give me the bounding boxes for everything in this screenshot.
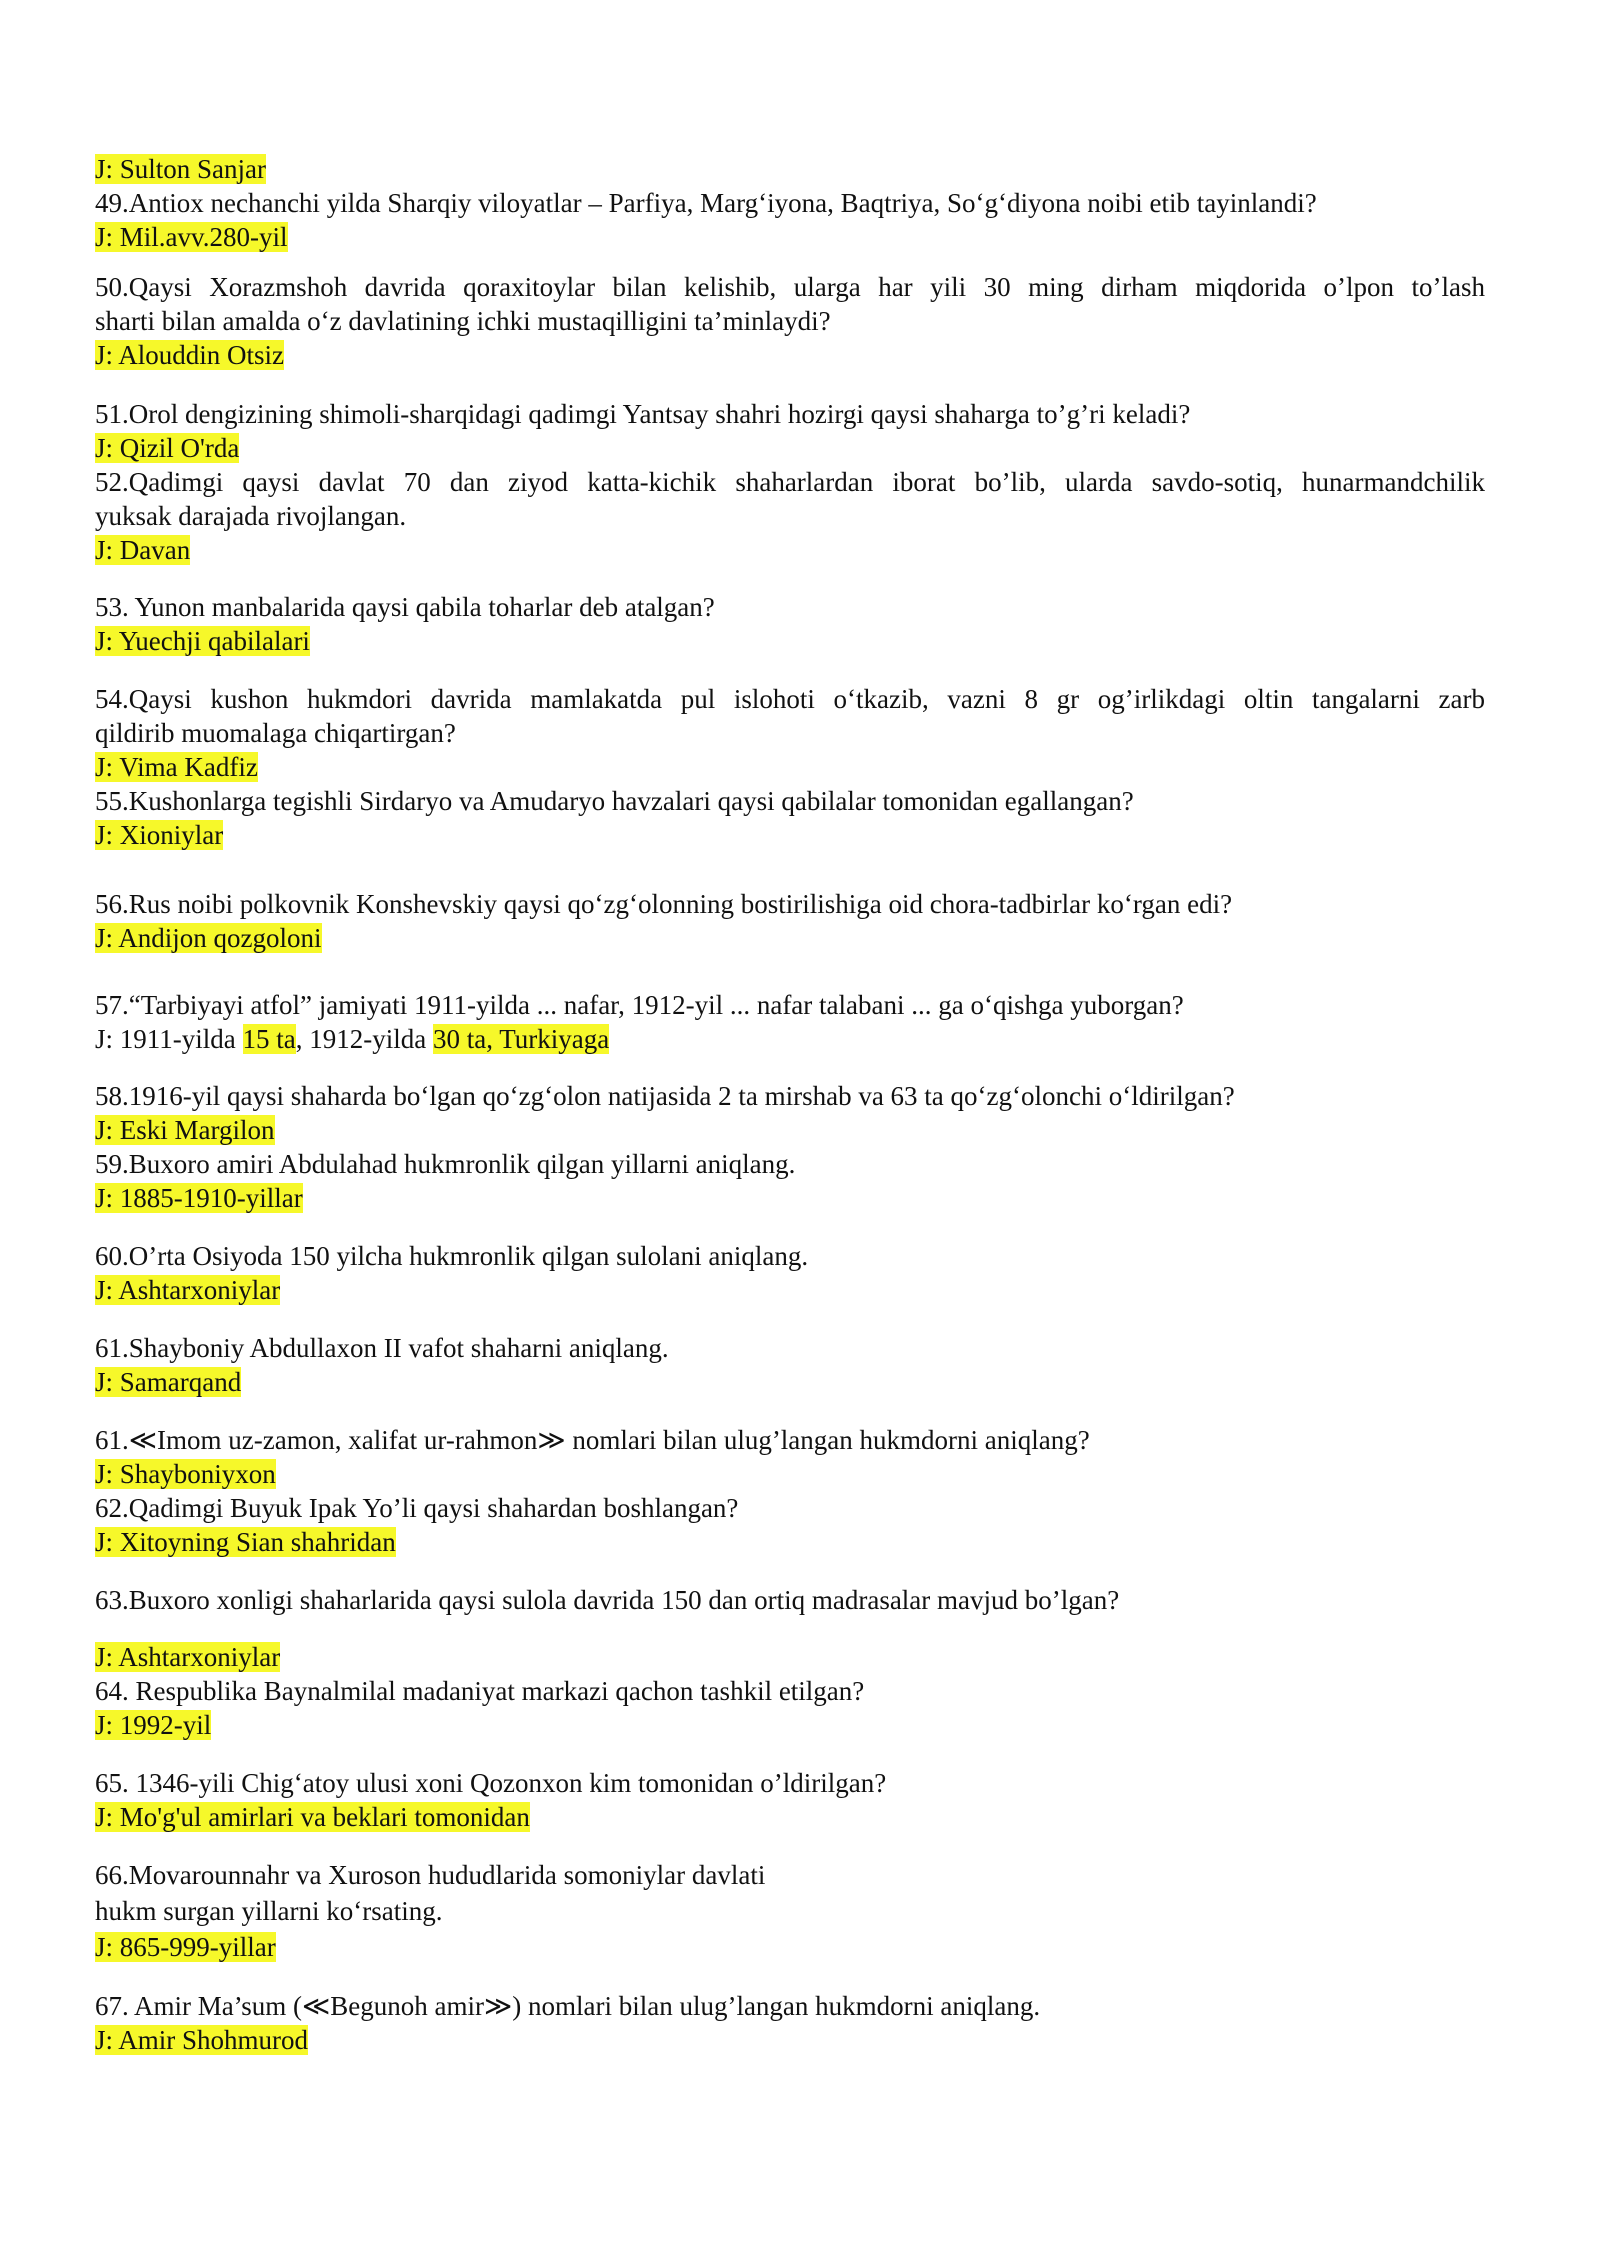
question-line: qildirib muomalaga chiqartirgan? — [95, 718, 456, 748]
answer-line — [95, 1640, 1485, 1674]
question-line: 62.Qadimgi Buyuk Ipak Yo’li qaysi shahardan boshlangan? — [95, 1493, 739, 1523]
question-line: 60.O’rta Osiyoda 150 yilcha hukmronlik qilgan sulolani aniqlang. — [95, 1241, 809, 1271]
question-line: sharti bilan amalda oʻz davlatining ichki mustaqilligini ta’minlaydi? — [95, 306, 831, 336]
question-line: 65. 1346-yili Chigʻatoy ulusi xoni Qozonxon kim tomonidan o’ldirilgan? — [95, 1768, 887, 1798]
answer-line — [95, 431, 1485, 465]
question-line: 66.Movarounnahr va Xuroson hududlarida somoniylar davlati — [95, 1860, 766, 1890]
answer-text: J: 1885-1910-yillar — [95, 1183, 303, 1213]
answer-line — [95, 1113, 1485, 1147]
question-line: yuksak darajada rivojlangan. — [95, 501, 407, 531]
answer-prefix: J: 1911-yilda — [95, 1024, 243, 1054]
answer-line — [95, 1022, 1485, 1056]
question-line: 64. Respublika Baynalmilal madaniyat markazi qachon tashkil etilgan? — [95, 1676, 865, 1706]
answer-line — [95, 152, 1485, 186]
answer-line — [95, 1181, 1485, 1215]
answer-text: J: Sulton Sanjar — [95, 154, 267, 184]
answer-text: J: Andijon qozgoloni — [95, 923, 322, 953]
question-line: 61.≪Imom uz-zamon, xalifat ur-rahmon≫ nomlari bilan ulug’langan hukmdorni aniqlang? — [95, 1425, 1090, 1455]
question-line: 59.Buxoro amiri Abdulahad hukmronlik qilgan yillarni aniqlang. — [95, 1149, 796, 1179]
answer-text: J: Mil.avv.280-yil — [95, 222, 288, 252]
question-line: 67. Amir Ma’sum (≪Begunoh amir≫) nomlari bilan ulug’langan hukmdorni aniqlang. — [95, 1991, 1041, 2021]
answer-line — [95, 1273, 1485, 1307]
question-line: 58.1916-yil qaysi shaharda boʻlgan qoʻzgʻolon natijasida 2 ta mirshab va 63 ta qoʻzgʻolonchi oʻldirilgan? — [95, 1081, 1235, 1111]
answer-line — [95, 1800, 1485, 1834]
answer-text: J: Ashtarxoniylar — [95, 1275, 281, 1305]
answer-line — [95, 2023, 1485, 2057]
question-line: 56.Rus noibi polkovnik Konshevskiy qaysi qoʻzgʻolonning bostirilishiga oid chora-tadbirlar koʻrgan edi? — [95, 889, 1233, 919]
question-line: 61.Shayboniy Abdullaxon II vafot shaharni aniqlang. — [95, 1333, 669, 1363]
answer-text: J: Vima Kadfiz — [95, 752, 258, 782]
answer-text: J: Alouddin Otsiz — [95, 340, 285, 370]
answer-text: J: Samarqand — [95, 1367, 242, 1397]
question-line: 51.Orol dengizining shimoli-sharqidagi qadimgi Yantsay shahri hozirgi qaysi shaharga to’g’ri keladi? — [95, 399, 1191, 429]
question-line: 49.Antiox nechanchi yilda Sharqiy viloyatlar – Parfiya, Margʻiyona, Baqtriya, Soʻgʻdiyona noibi etib tayinlandi? — [95, 188, 1317, 218]
question-line: 54.Qaysi kushon hukmdori davrida mamlakatda pul islohoti oʻtkazib, vazni 8 gr og’irlikdagi oltin tangalarni zarb — [95, 684, 1485, 714]
question-line: 50.Qaysi Xorazmshoh davrida qoraxitoylar bilan kelishib, ularga har yili 30 ming dirham miqdorida o’lpon to’lash — [95, 272, 1485, 302]
answer-text: J: Xioniylar — [95, 820, 224, 850]
answer-text: J: Yuechji qabilalari — [95, 626, 310, 656]
answer-highlight: 30 ta, Turkiyaga — [432, 1024, 610, 1054]
answer-text: J: Ashtarxoniylar — [95, 1642, 281, 1672]
answer-line — [95, 624, 1485, 658]
answer-text: J: Davan — [95, 535, 191, 565]
question-line: 52.Qadimgi qaysi davlat 70 dan ziyod katta-kichik shaharlardan iborat bo’lib, ularda savdo-sotiq, hunarmandchilik — [95, 467, 1485, 497]
answer-line — [95, 921, 1485, 955]
answer-line — [95, 533, 1485, 567]
answer-line — [95, 1708, 1485, 1742]
answer-text: J: Amir Shohmurod — [95, 2025, 309, 2055]
question-line: 63.Buxoro xonligi shaharlarida qaysi sulola davrida 150 dan ortiq madrasalar mavjud bo’lgan? — [95, 1585, 1120, 1615]
answer-line — [95, 818, 1485, 852]
answer-line — [95, 220, 1485, 254]
answer-text: J: 865-999-yillar — [95, 1932, 276, 1962]
answer-middle: , 1912-yilda — [295, 1024, 433, 1054]
answer-text: J: Mo'g'ul amirlari va beklari tomonidan — [95, 1802, 530, 1832]
answer-line — [95, 1457, 1485, 1491]
answer-text: J: 1992-yil — [95, 1710, 212, 1740]
question-line: 57.“Tarbiyayi atfol” jamiyati 1911-yilda ... nafar, 1912-yil ... nafar talabani ... ga oʻqishga yuborgan? — [95, 990, 1184, 1020]
answer-line — [95, 1365, 1485, 1399]
answer-line — [95, 750, 1485, 784]
answer-line — [95, 1930, 1485, 1964]
answer-line — [95, 338, 1485, 372]
answer-line — [95, 1525, 1485, 1559]
answer-text: J: Eski Margilon — [95, 1115, 275, 1145]
question-line: 55.Kushonlarga tegishli Sirdaryo va Amudaryo havzalari qaysi qabilalar tomonidan egallangan? — [95, 786, 1134, 816]
answer-text: J: Shayboniyxon — [95, 1459, 276, 1489]
question-line: 53. Yunon manbalarida qaysi qabila toharlar deb atalgan? — [95, 592, 715, 622]
answer-highlight: 15 ta — [242, 1024, 296, 1054]
question-line: hukm surgan yillarni koʻrsating. — [95, 1896, 443, 1926]
answer-text: J: Qizil O'rda — [95, 433, 240, 463]
answer-text: J: Xitoyning Sian shahridan — [95, 1527, 396, 1557]
